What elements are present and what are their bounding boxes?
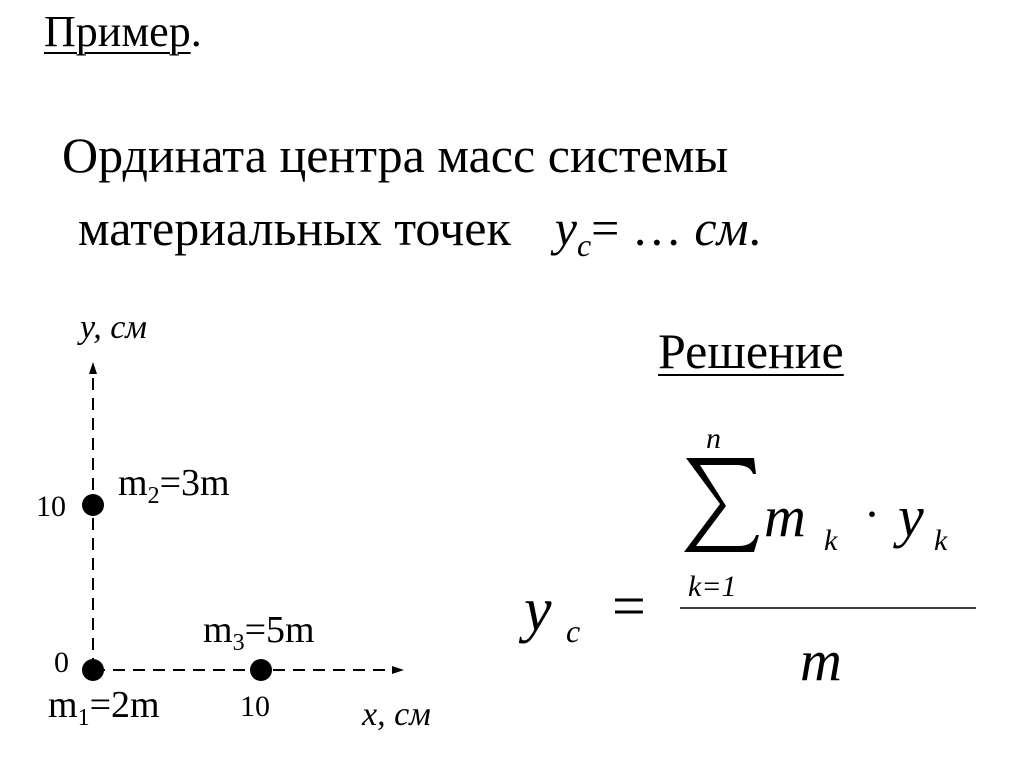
x-axis-label: x, см — [362, 696, 431, 733]
title-punct: . — [190, 7, 202, 56]
question-text: материальных точек — [78, 200, 511, 256]
x-axis-arrow — [392, 666, 404, 674]
term-y: y — [898, 484, 924, 549]
question-line-2 — [78, 200, 761, 263]
question-variable-subscript: c — [576, 227, 592, 263]
term-m: m — [764, 484, 806, 549]
formula-lhs-subscript: c — [566, 613, 581, 649]
y-tick-label: 10 — [36, 490, 66, 523]
formula-lhs-y: y — [524, 576, 552, 644]
question-equals: = … — [591, 200, 695, 256]
y-axis-arrow — [89, 362, 97, 374]
origin-label: 0 — [54, 646, 69, 679]
solution-label: Решение — [658, 323, 844, 379]
sigma-sign — [684, 458, 759, 552]
mass-point-m3 — [250, 659, 272, 681]
slide-title — [44, 7, 202, 56]
multiplication-dot: · — [864, 488, 880, 541]
question-unit: см — [694, 200, 749, 256]
question-end: . — [748, 200, 761, 256]
x-tick-label: 10 — [240, 690, 270, 723]
sum-upper-limit: n — [706, 422, 721, 455]
y-axis-label: y, см — [80, 309, 148, 346]
question-variable: y — [554, 200, 577, 256]
mass-point-m2 — [82, 494, 104, 516]
title-text: Пример — [44, 7, 191, 56]
mass-label-m2: $m_2=3m$ — [118, 462, 230, 509]
term-m-subscript: k — [824, 524, 838, 557]
mass-label-m3: $m_3=5m$ — [203, 609, 315, 656]
mass-point-m1 — [82, 659, 104, 681]
sum-lower-limit: k=1 — [688, 570, 737, 603]
formula-equals: = — [612, 573, 646, 639]
denominator-m: m — [800, 628, 842, 693]
center-of-mass-formula — [510, 418, 990, 698]
mass-label-m1: $m_1=2m$ — [48, 684, 160, 731]
question-line-1: Ордината центра масс системы — [62, 127, 729, 183]
term-y-subscript: k — [934, 524, 948, 557]
mass-points-diagram — [0, 300, 520, 740]
